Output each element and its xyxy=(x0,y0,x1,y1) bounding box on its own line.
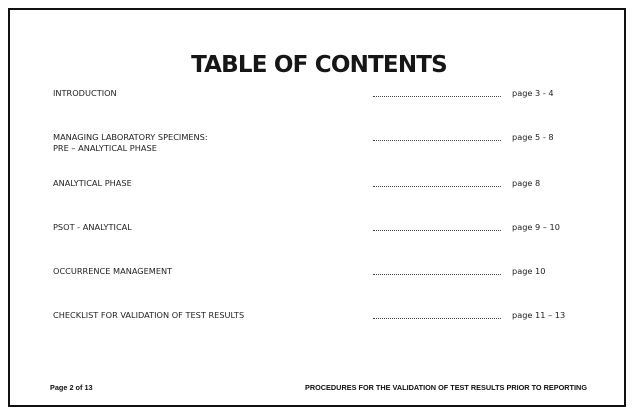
toc-entry-page: page 11 – 13 xyxy=(512,310,566,320)
toc-entry-introduction[interactable] xyxy=(0,88,638,118)
toc-entry-page: page 3 - 4 xyxy=(512,88,554,98)
toc-entry-label: CHECKLIST FOR VALIDATION OF TEST RESULTS xyxy=(53,310,245,320)
toc-entry-label: MANAGING LABORATORY SPECIMENS: PRE – ANALYTICAL PHASE xyxy=(53,132,208,153)
toc-entry-post-analytical[interactable] xyxy=(0,222,638,252)
dotted-leader xyxy=(373,274,501,275)
footer-document-title: PROCEDURES FOR THE VALIDATION OF TEST RESULTS PRIOR TO REPORTING xyxy=(304,383,587,392)
toc-entry-label: ANALYTICAL PHASE xyxy=(53,178,132,188)
page-title: TABLE OF CONTENTS xyxy=(191,52,447,78)
toc-entry-page: page 8 xyxy=(512,178,541,188)
dotted-leader xyxy=(373,96,501,97)
dotted-leader xyxy=(373,186,501,187)
dotted-leader xyxy=(373,318,501,319)
toc-entry-analytical-phase[interactable] xyxy=(0,178,638,208)
toc-entry-occurrence-management[interactable] xyxy=(0,266,638,296)
toc-entry-label: INTRODUCTION xyxy=(53,88,117,98)
toc-entry-page: page 10 xyxy=(512,266,546,276)
toc-entry-page: page 9 – 10 xyxy=(512,222,560,232)
dotted-leader xyxy=(373,140,501,141)
toc-entry-managing-specimens[interactable] xyxy=(0,132,638,162)
dotted-leader xyxy=(373,230,501,231)
toc-entry-page: page 5 - 8 xyxy=(512,132,554,142)
toc-entry-checklist[interactable] xyxy=(0,310,638,340)
toc-entry-label: OCCURRENCE MANAGEMENT xyxy=(53,266,173,276)
toc-entry-label: PSOT - ANALYTICAL xyxy=(53,222,132,232)
footer-page-number: Page 2 of 13 xyxy=(50,383,93,392)
